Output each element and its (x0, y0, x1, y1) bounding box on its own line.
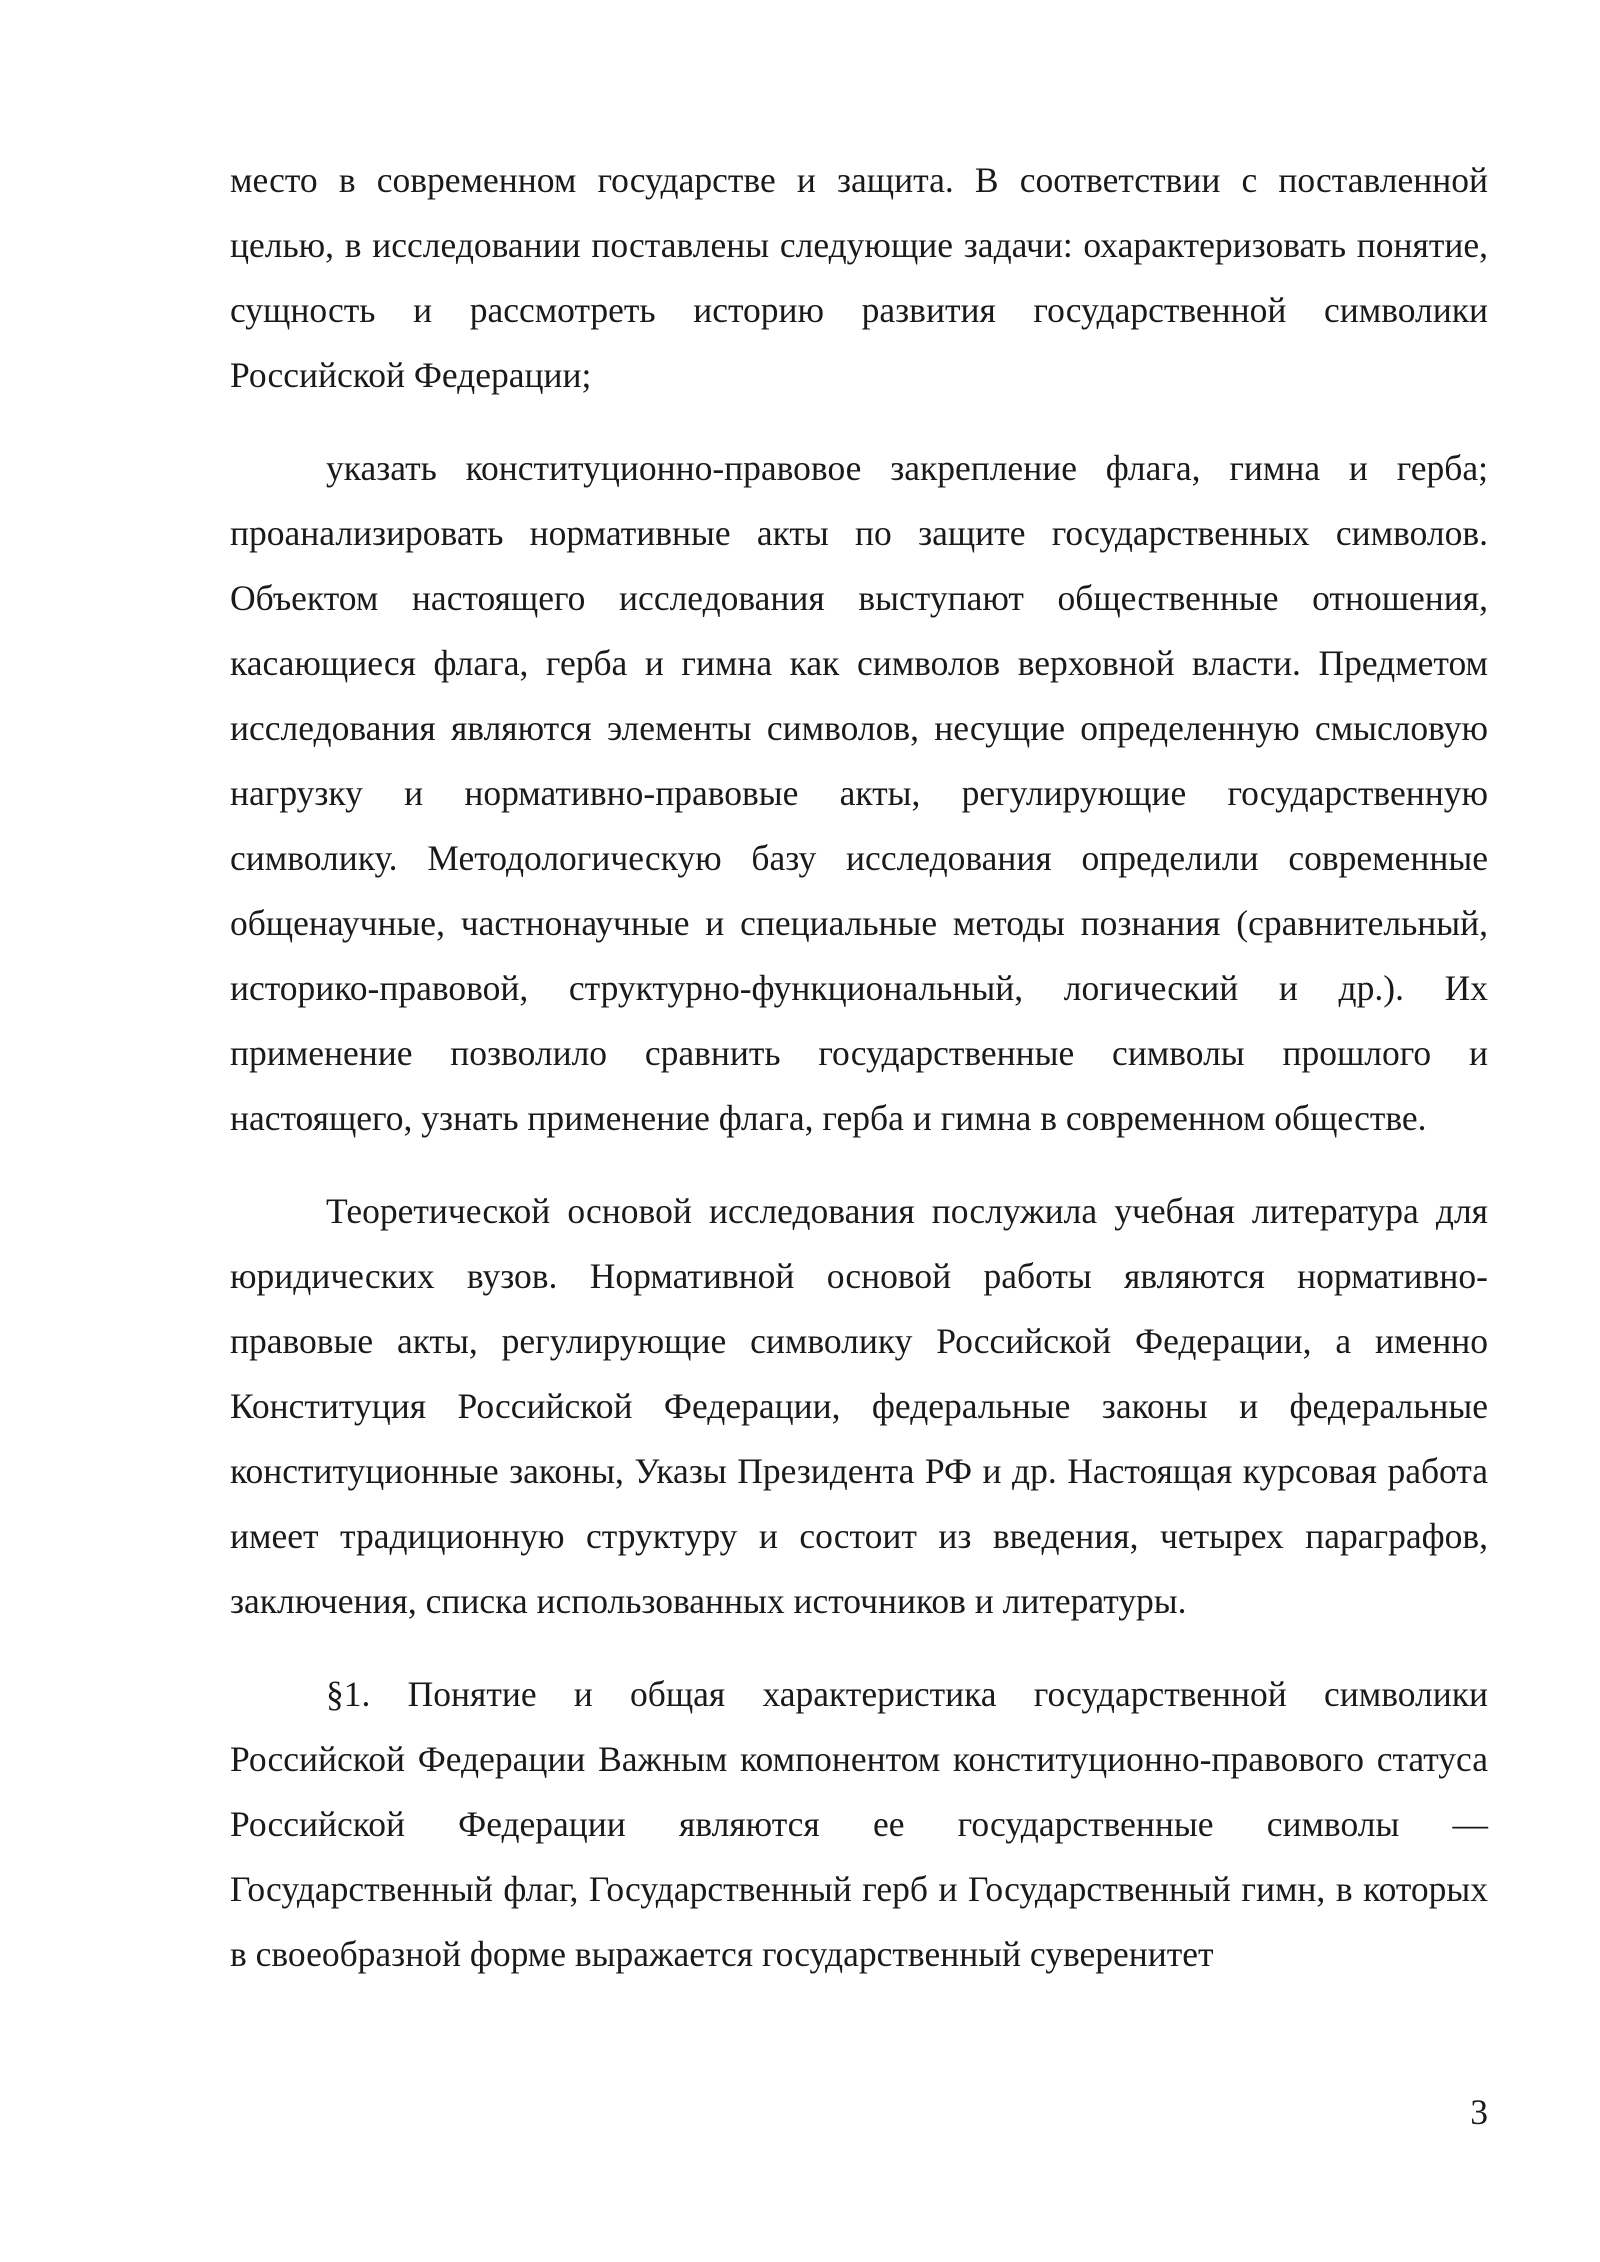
page-number: 3 (1470, 2092, 1488, 2132)
paragraph-2: указать конституционно-правовое закрепление флага, гимна и герба; проанализировать нормативные акты по защите государственных символов. Объектом настоящего исследования выступают общественные отношения, касающиеся флага, герба и гимна как символов верховной власти. Предметом исследования являются элементы символов, несущие определенную смысловую нагрузку и нормативно-правовые акты, регулирующие государственную символику. Методологическую базу исследования определили современные общенаучные, частнонаучные и специальные методы познания (сравнительный, историко-правовой, структурно-функциональный, логический и др.). Их применение позволило сравнить государственные символы прошлого и настоящего, узнать применение флага, герба и гимна в современном обществе. (230, 448, 1488, 1138)
body-text (230, 148, 1488, 2015)
paragraph-1: место в современном государстве и защита. В соответствии с поставленной целью, в исследовании поставлены следующие задачи: охарактеризовать понятие, сущность и рассмотреть историю развития государственной символики Российской Федерации; (230, 160, 1488, 395)
paragraph-3: Теоретической основой исследования послужила учебная литература для юридических вузов. Нормативной основой работы являются нормативно-правовые акты, регулирующие символику Российской Федерации, а именно Конституция Российской Федерации, федеральные законы и федеральные конституционные законы, Указы Президента РФ и др. Настоящая курсовая работа имеет традиционную структуру и состоит из введения, четырех параграфов, заключения, списка использованных источников и литературы. (230, 1191, 1488, 1621)
paragraph-4: §1. Понятие и общая характеристика государственной символики Российской Федерации Важным компонентом конституционно-правового статуса Российской Федерации являются ее государственные символы — Государственный флаг, Государственный герб и Государственный гимн, в которых в своеобразной форме выражается государственный суверенитет (230, 1674, 1488, 1974)
